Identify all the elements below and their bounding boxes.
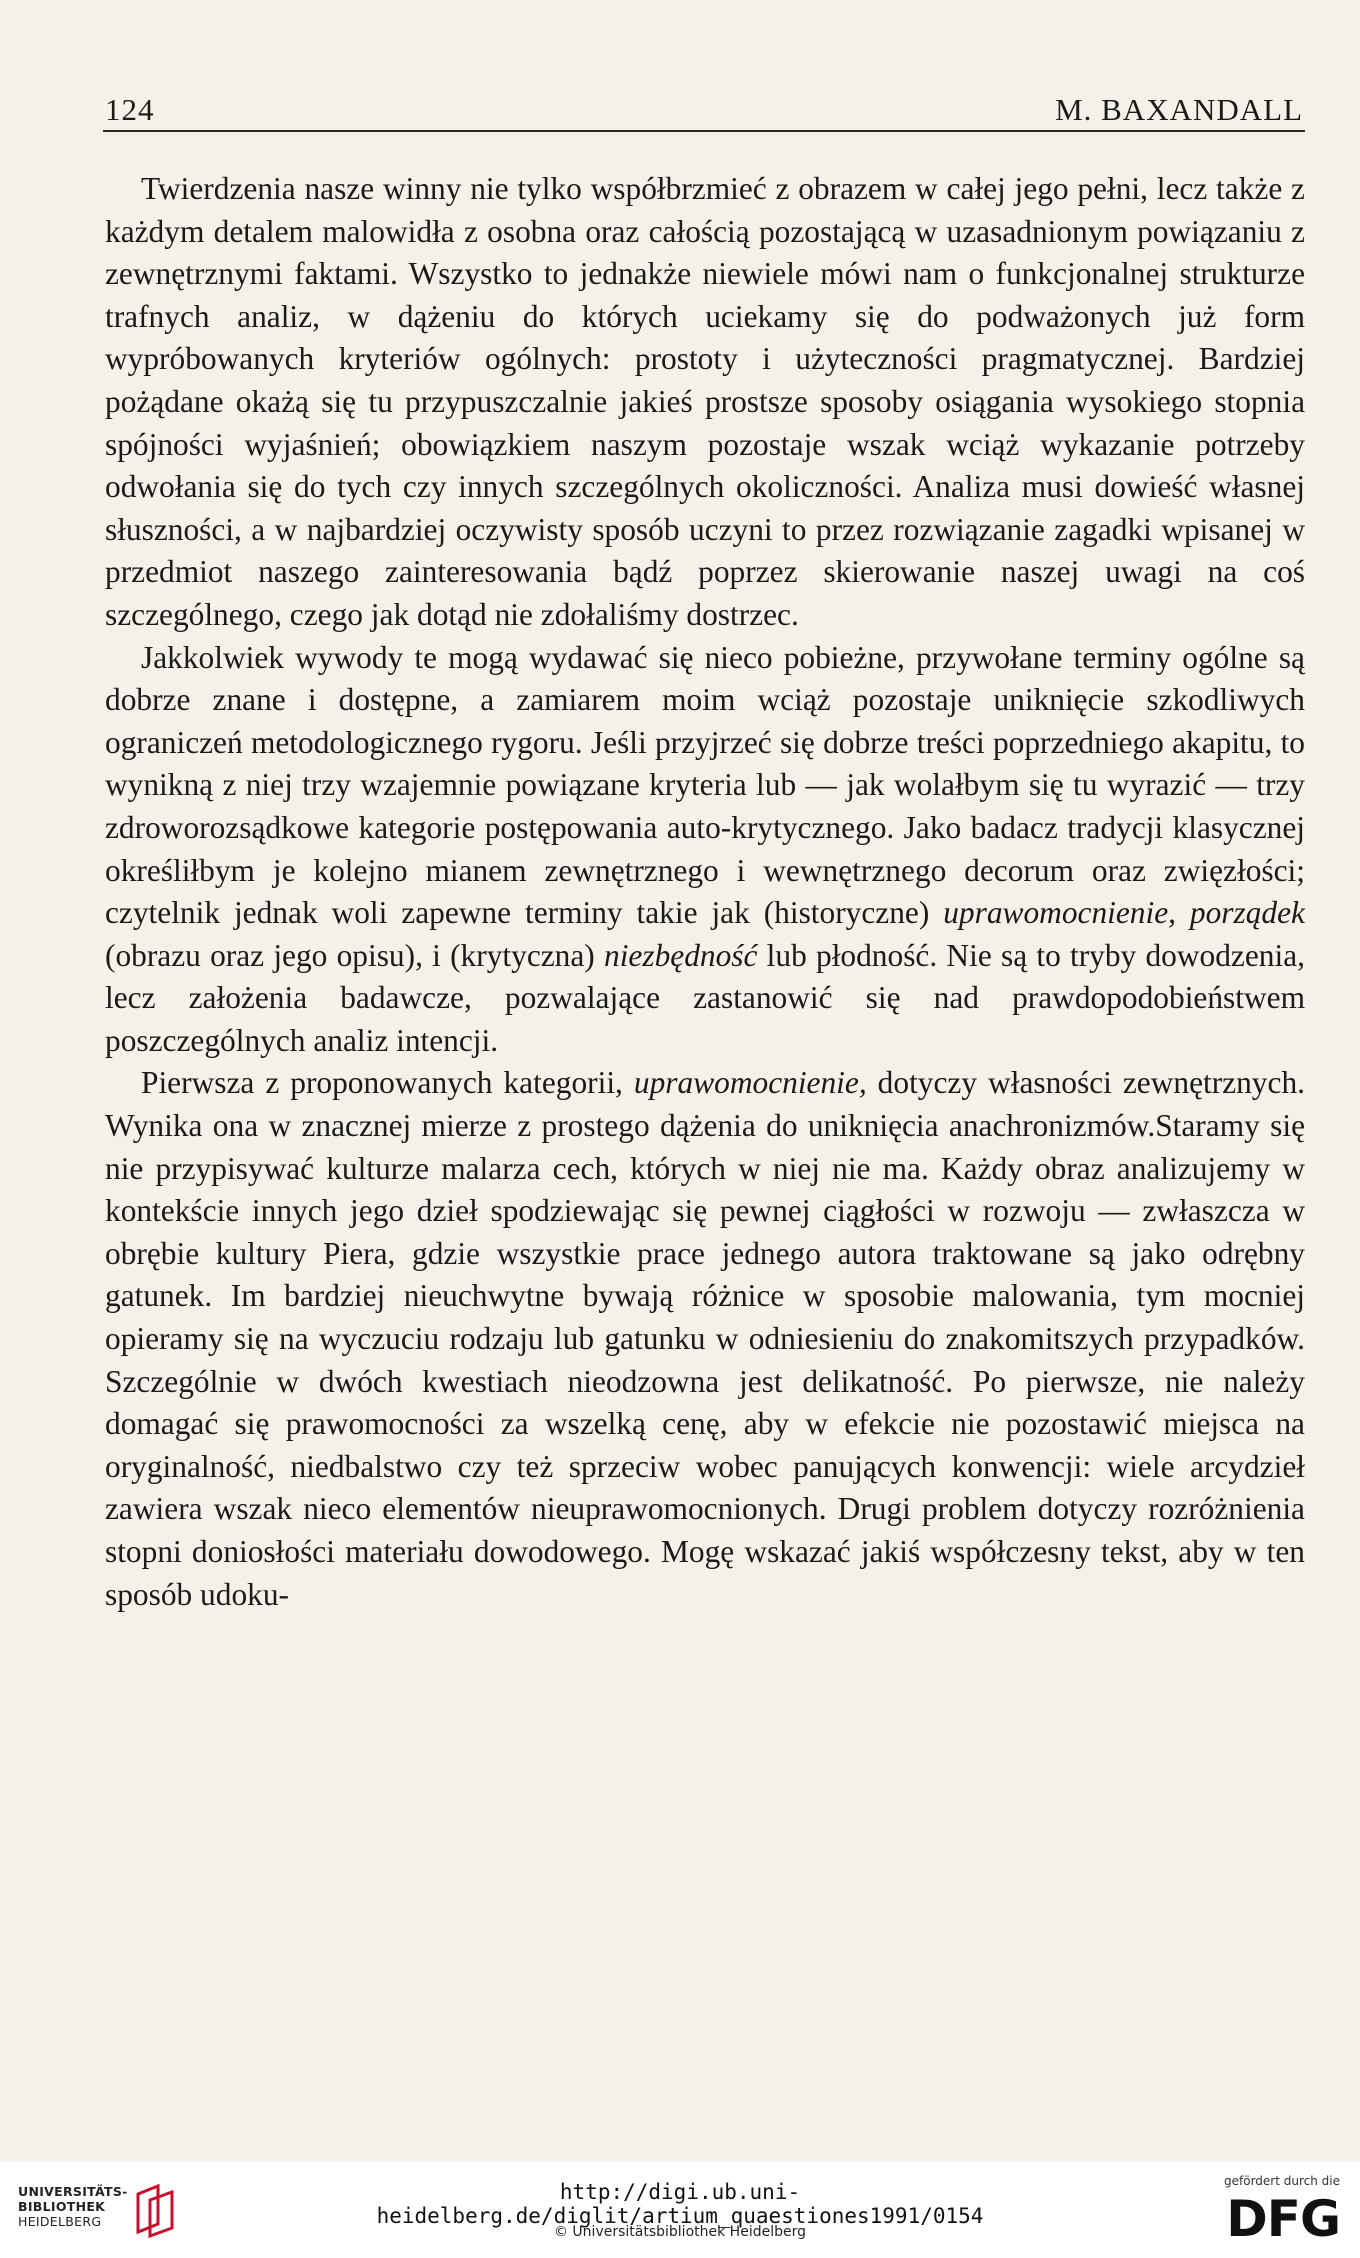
text-run: dotyczy własności zewnętrznych. Wynika ona w znacznej mierze z prostego dążenia do uniknięcia anachronizmów.Staramy się nie przypisywać kulturze malarza cech, których w niej nie ma. Każdy obraz analizujemy w kontekście innych jego dzieł spodziewając się pewnej ciągłości w rozwoju — zwłaszcza w obrębie kultury Piera, gdzie wszystkie prace jednego autora traktowane są jako odrębny gatunek. Im bardziej nieuchwytne bywają różnice w sposobie malowania, tym mocniej opieramy się na wyczuciu rodzaju lub gatunku w odniesieniu do znakomitszych przypadków. Szczególnie w dwóch kwestiach nieodzowna jest delikatność. Po pierwsze, nie należy domagać się prawomocności za wszelką cenę, aby w efekcie nie pozostawić miejsca na oryginalność, niedbalstwo czy też sprzeciw wobec panujących konwencji: wiele arcydzieł zawiera wszak nieco elementów nieuprawomocnionych. Drugi problem dotyczy rozróżnienia stopni doniosłości materiału dowodowego. Mogę wskazać jakiś współczesny tekst, aby w ten sposób udoku- (105, 1065, 1305, 1612)
dfg-logo: DFG (1226, 2190, 1340, 2248)
paragraph (105, 637, 1305, 1063)
page-number: 124 (105, 92, 155, 127)
body-text (105, 168, 1305, 1616)
copyright-notice: © Universitätsbibliothek Heidelberg (553, 2224, 806, 2240)
text-run: (obrazu oraz jego opisu), i (krytyczna) (105, 937, 604, 973)
library-name-line1: UNIVERSITÄTS- (18, 2184, 128, 2199)
source-url-link[interactable]: http://digi.ub.uni-heidelberg.de/diglit/artium_quaestiones1991/0154 (376, 2180, 984, 2228)
paragraph (105, 168, 1305, 637)
library-logo-icon (128, 2180, 188, 2240)
italic-term: niezbędność (604, 937, 758, 973)
text-run: Jakkolwiek wywody te mogą wydawać się nieco pobieżne, przywołane terminy ogólne są dobrze znane i dostępne, a zamiarem moim wciąż pozostaje uniknięcie szkodliwych ograniczeń metodologicznego rygoru. Jeśli przyjrzeć się dobrze treści poprzedniego akapitu, to wynikną z niej trzy wzajemnie powiązane kryteria lub — jak wolałbym się tu wyrazić — trzy zdroworozsądkowe kategorie postępowania auto-krytycznego. Jako badacz tradycji klasycznej określiłbym je kolejno mianem zewnętrznego i wewnętrznego decorum oraz zwięzłości; czytelnik jednak woli zapewne terminy takie jak (historyczne) (105, 639, 1305, 931)
italic-term: uprawomocnienie, (633, 1065, 867, 1101)
italic-term: uprawomocnienie, porządek (943, 895, 1305, 931)
library-name (18, 2184, 128, 2229)
sponsor-note: gefördert durch die (1224, 2174, 1340, 2188)
library-name-line3: HEIDELBERG (18, 2214, 102, 2229)
paragraph (105, 1062, 1305, 1616)
running-head-author: M. BAXANDALL (1055, 92, 1303, 127)
viewer-footer (0, 2162, 1360, 2258)
text-run: lub płodność. Nie są to tryby dowodzenia, lecz założenia badawcze, pozwalające zastanowić się nad prawdopodobieństwem poszczególnych analiz intencji. (105, 937, 1305, 1058)
text-run: Twierdzenia nasze winny nie tylko współbrzmieć z obrazem w całej jego pełni, lecz także z każdym detalem malowidła z osobna oraz całością pozostającą w uzasadnionym powiązaniu z zewnętrznymi faktami. Wszystko to jednakże niewiele mówi nam o funkcjonalnej strukturze trafnych analiz, w dążeniu do których uciekamy się do podważonych już form wypróbowanych kryteriów ogólnych: prostoty i użyteczności pragmatycznej. Bardziej pożądane okażą się tu przypuszczalnie jakieś prostsze sposoby osiągania wysokiego stopnia spójności wyjaśnień; obowiązkiem naszym pozostaje wszak wciąż wykazanie potrzeby odwołania się do tych czy innych szczególnych okoliczności. Analiza musi dowieść własnej słuszności, a w najbardziej oczywisty sposób uczyni to przez rozwiązanie zagadki wpisanej w przedmiot naszego zainteresowania bądź poprzez skierowanie naszej uwagi na coś szczególnego, czego jak dotąd nie zdołaliśmy dostrzec. (105, 171, 1305, 632)
library-name-line2: BIBLIOTHEK (18, 2199, 106, 2214)
running-header (103, 90, 1305, 132)
text-run: Pierwsza z proponowanych kategorii, (141, 1065, 634, 1101)
